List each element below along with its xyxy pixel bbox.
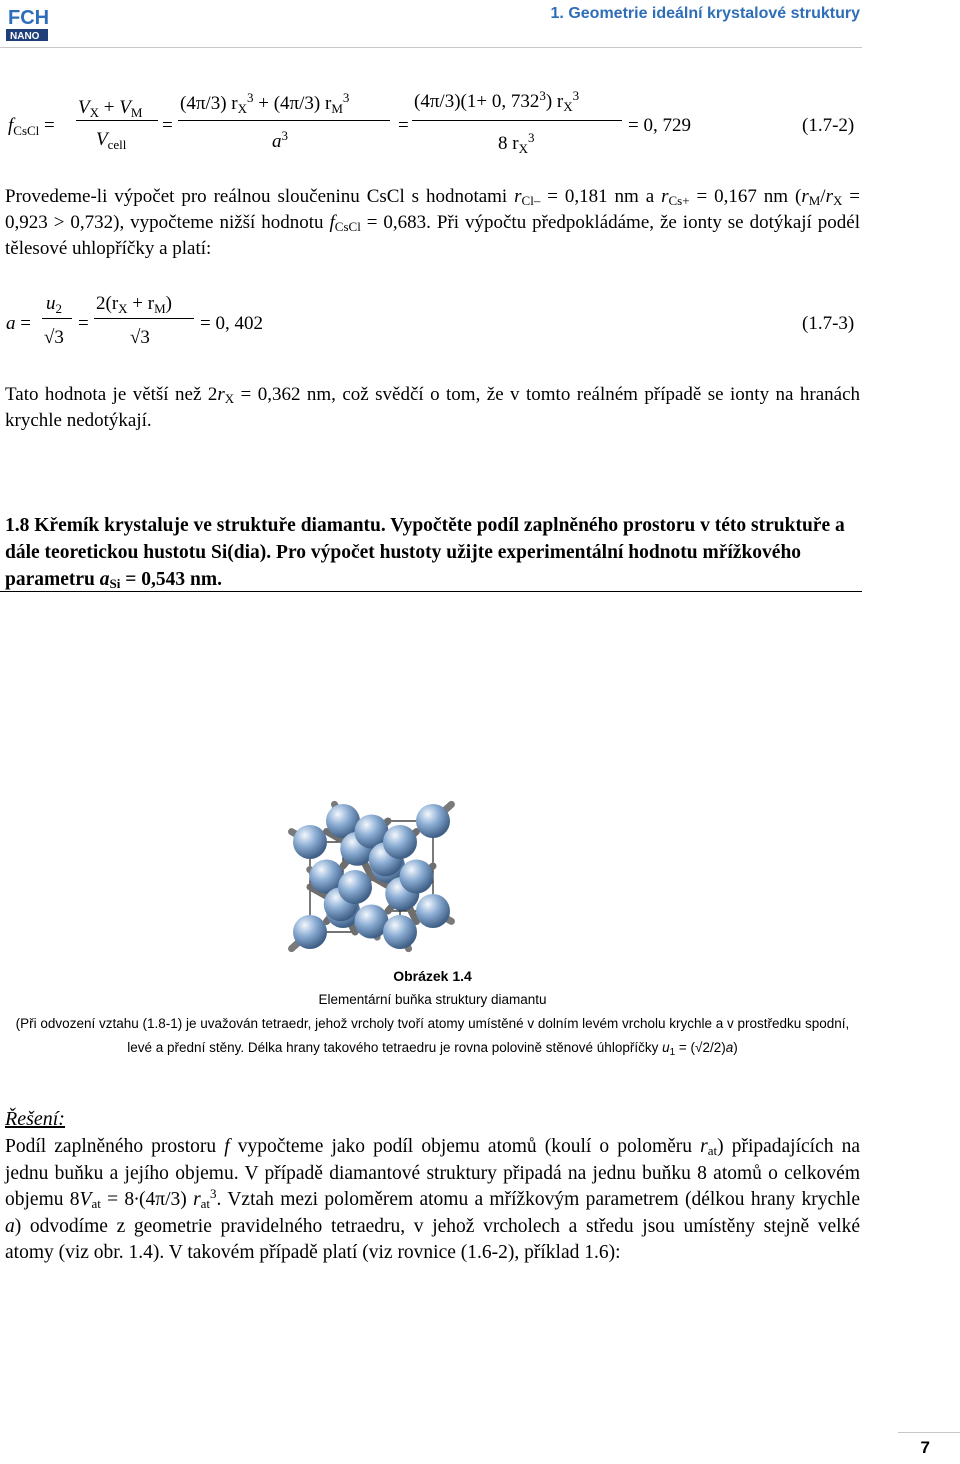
- eq2-fraction-line-1: [42, 318, 72, 319]
- eq1-term2-numerator: (4π/3) $r_X^3 + (4\pi/3)$ $r_M^3$: [180, 90, 350, 116]
- eq1-result: = 0, 729: [628, 115, 691, 136]
- paragraph-cscl: Provedeme-li výpočet pro reálnou sloučeninu CsCl s hodnotami $r_{Cl-} = 0,181$ nm a $r_{Cs+} = 0,167$ nm $(r_M/r_X = 0,923 > 0,732)$, vypočteme nižší hodnotu $f_{CsCl} = 0,683$. Při výpočtu předpokládáme, že ionty se dotýkají podél tělesové uhlopříčky a platí:: [5, 186, 861, 259]
- eq1-term2-denominator: $a^3$: [272, 128, 288, 152]
- solution-text: Podíl zaplněného prostoru f vypočteme jako podíl objemu atomů (koulí o poloměru $r_{at}$) připadajících na jednu buňku a jejího objemu. V případě diamantové struktury připadá na jednu buňku 8 atomů o celkovém objemu $8V_{at} = 8\cdot(4\pi/3)$ $r_{at}^3$. Vztah mezi poloměrem atomu a mřížkovým parametrem (délkou hrany krychle a) odvodíme z geometrie pravidelného tetraedru, v jehož vrcholech a středu jsou umístěny stejně velké atomy (viz obr. 1.4). V takovém případě platí (viz rovnice (1.6-2), příklad 1.6):: [5, 1136, 860, 1263]
- eq2-term1-denominator: √3: [44, 327, 64, 348]
- atom: [416, 804, 450, 838]
- section-title: 1. Geometrie ideální krystalové struktury: [550, 5, 860, 22]
- diamond-structure-image: [250, 612, 670, 962]
- logo-text-top: FCH: [8, 7, 50, 29]
- eq2-term2-denominator: √3: [130, 327, 150, 348]
- fch-nano-logo: [4, 2, 50, 42]
- eq1-term3-denominator: 8 $r_X^3$: [498, 130, 535, 156]
- eq1-fraction-line-3: [412, 120, 622, 121]
- eq1-fraction-line-2: [178, 120, 390, 121]
- footer-divider: [898, 1432, 960, 1433]
- logo-text-bottom: NANO: [10, 31, 40, 42]
- caption-description: (Při odvození vztahu (1.8-1) je uvažován tetraedr, jehož vrcholy tvoří atomy umístěné v dolním levém vrcholu krychle a v prostředku spodní, levé a přední stěny. Délka hrany takového tetraedru je rovna polovině stěnové úhlopříčky $u_1 = (√2/2)a$): [15, 1016, 850, 1058]
- problem-1-8: 1.8 Křemík krystaluje ve struktuře diamantu. Vypočtěte podíl zaplněného prostoru v této struktuře a dále teoretickou hustotu Si(dia). Pro výpočet hustoty užijte experimentální hodnotu mřížkového parametru $a_{Si} = 0,543$ nm.: [5, 515, 845, 591]
- eq2-number: (1.7-3): [802, 313, 855, 334]
- caption-title: Obrázek 1.4: [393, 968, 472, 984]
- eq1-fraction-line-1: [76, 120, 158, 121]
- diamond-unit-cell-figure: [250, 612, 670, 962]
- eq1-lhs: $f_{CsCl}$ =: [8, 115, 55, 138]
- eq2-result: = 0, 402: [200, 313, 263, 334]
- eq2-term1-numerator: $u_2$: [46, 293, 62, 316]
- atom: [400, 860, 434, 894]
- atom: [338, 870, 372, 904]
- atom: [383, 825, 417, 859]
- figure-caption: [5, 964, 860, 1060]
- eq2-fraction-line-2: [94, 318, 194, 319]
- page-number: 7: [920, 1438, 930, 1457]
- eq1-number: (1.7-2): [802, 115, 855, 136]
- header-divider: [0, 47, 862, 48]
- eq1-term1-denominator: $V_{cell}$: [96, 129, 127, 152]
- eq1-term3-numerator: (4π/3)(1+ 0, $732^3$) $r_X^3$: [414, 88, 580, 114]
- paragraph-conclusion: Tato hodnota je větší než $2r_X = 0,362$ nm, což svědčí o tom, že v tomto reálném případě se ionty na hranách krychle nedotýkají.: [5, 384, 861, 431]
- eq1-term1-numerator: $V_X + V_M$: [78, 97, 143, 120]
- atom: [293, 915, 327, 949]
- eq2-lhs: a =: [6, 313, 31, 334]
- atom: [293, 825, 327, 859]
- equation-1-7-3: a = $u_2$ √3 = $2(r_X + r_M)$ √3 = 0, 402 (1.7-3): [6, 293, 855, 348]
- problem-divider: [0, 591, 862, 592]
- eq2-term2-numerator: $2(r_X + r_M)$: [96, 293, 172, 316]
- atom: [416, 894, 450, 928]
- atom: [383, 915, 417, 949]
- equation-1-7-2: $f_{CsCl}$ = $V_X + V_M$ $V_{cell}$ = (4π/3) $r_X^3 + (4\pi/3)$ $r_M^3$ $a^3$ = (4π/3)(1+ 0, $732^3$) $r_X^3$ 8 $r_X^3$ = 0, 729 (1.7-2): [8, 88, 855, 156]
- caption-subtitle: Elementární buňka struktury diamantu: [318, 992, 547, 1007]
- solution-heading: Řešení:: [5, 1108, 65, 1130]
